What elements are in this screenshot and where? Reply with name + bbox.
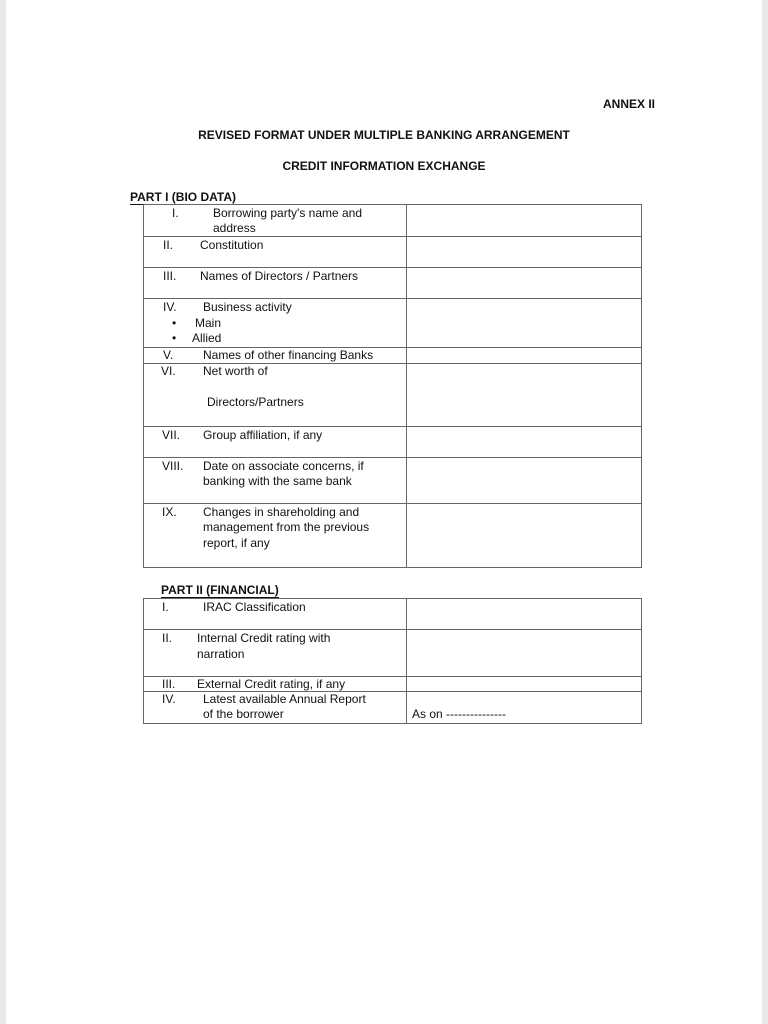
row-label: management from the previous xyxy=(203,520,370,534)
document-title: REVISED FORMAT UNDER MULTIPLE BANKING ARRANGEMENT xyxy=(198,128,570,142)
row-label: narration xyxy=(197,647,245,661)
row-label: Borrowing party's name and xyxy=(213,206,363,220)
table-row xyxy=(144,458,641,504)
row-label: Date on associate concerns, if xyxy=(203,459,364,473)
row-number: III. xyxy=(162,677,176,691)
row-label: Latest available Annual Report xyxy=(203,692,366,706)
row-label: Names of Directors / Partners xyxy=(200,269,359,283)
table-row xyxy=(144,692,641,723)
table-row xyxy=(144,677,641,692)
bullet-item: Allied xyxy=(192,331,222,345)
row-label: report, if any xyxy=(203,536,270,550)
row-number: II. xyxy=(162,631,173,645)
row-number: I. xyxy=(172,206,179,220)
table-row xyxy=(144,299,641,348)
row-number: V. xyxy=(163,348,174,362)
row-label: External Credit rating, if any xyxy=(197,677,346,691)
row-label: Group affiliation, if any xyxy=(203,428,323,442)
as-on-value: As on --------------- xyxy=(412,707,506,721)
row-label: Constitution xyxy=(200,238,264,252)
bullet-dot: • xyxy=(172,331,177,345)
row-number: VII. xyxy=(162,428,181,442)
row-number: VIII. xyxy=(162,459,184,473)
part2-table xyxy=(143,598,642,724)
row-label: banking with the same bank xyxy=(203,474,352,488)
row-number: II. xyxy=(163,238,174,252)
row-label: Net worth of xyxy=(203,364,268,378)
row-label: Directors/Partners xyxy=(207,395,304,409)
table-row xyxy=(144,599,641,630)
row-number: IV. xyxy=(162,692,176,706)
part1-table xyxy=(143,204,642,568)
row-label: Names of other financing Banks xyxy=(203,348,374,362)
table-row xyxy=(144,348,641,364)
annex-label: ANNEX II xyxy=(602,97,655,111)
table-row xyxy=(144,205,641,237)
bullet-dot: • xyxy=(172,316,177,330)
row-label: address xyxy=(213,221,256,235)
row-label: of the borrower xyxy=(203,707,284,721)
table-row xyxy=(144,364,641,427)
row-number: IV. xyxy=(163,300,177,314)
row-number: VI. xyxy=(161,364,176,378)
table-row xyxy=(144,268,641,299)
row-number: I. xyxy=(162,600,169,614)
bullet-item: Main xyxy=(195,316,222,330)
row-label: Business activity xyxy=(203,300,292,314)
row-number: III. xyxy=(163,269,177,283)
table-row xyxy=(144,237,641,268)
document-subtitle: CREDIT INFORMATION EXCHANGE xyxy=(282,159,486,173)
table-row xyxy=(144,504,641,567)
part2-heading: PART II (FINANCIAL) xyxy=(161,583,279,597)
table-row xyxy=(144,427,641,458)
row-label: Changes in shareholding and xyxy=(203,505,360,519)
row-label: Internal Credit rating with xyxy=(197,631,331,645)
row-label: IRAC Classification xyxy=(203,600,306,614)
row-number: IX. xyxy=(162,505,177,519)
table-row xyxy=(144,630,641,677)
part1-heading: PART I (BIO DATA) xyxy=(130,190,236,204)
